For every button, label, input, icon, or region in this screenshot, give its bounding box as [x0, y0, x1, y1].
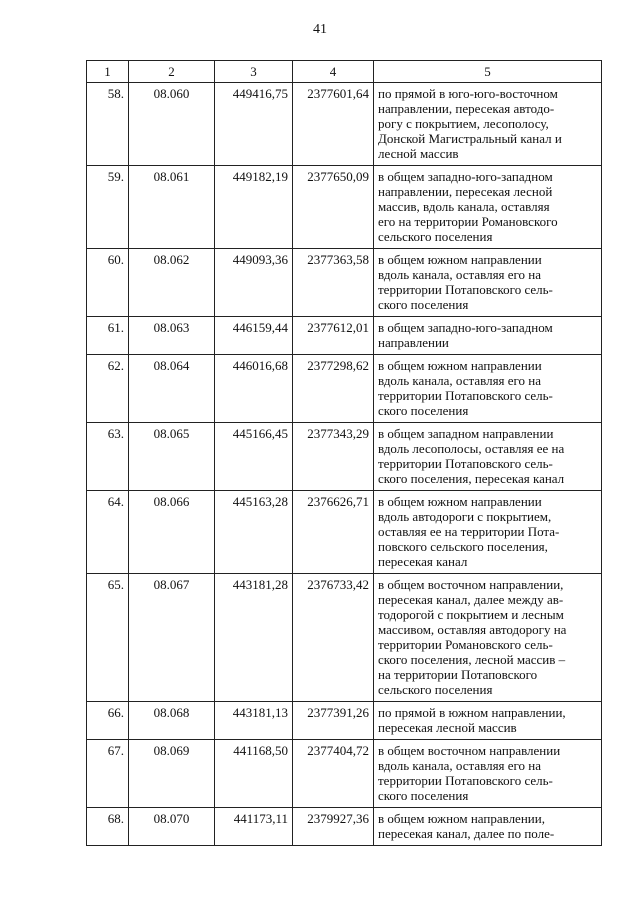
table-row: [87, 740, 602, 808]
description-line: территории Потаповского сель-: [378, 282, 553, 297]
boundary-description: [374, 83, 602, 166]
table-row: [87, 491, 602, 574]
description-line: рогу с покрытием, лесополосу,: [378, 116, 549, 131]
description-line: сельского поселения: [378, 682, 493, 697]
description-line: сельского поселения: [378, 229, 493, 244]
point-code: 08.060: [129, 83, 215, 166]
column-header-number: 1: [87, 61, 129, 83]
table-row: [87, 355, 602, 423]
row-number: 58.: [87, 83, 129, 166]
y-coordinate: 2377404,72: [293, 740, 374, 808]
point-code: 08.064: [129, 355, 215, 423]
description-line: территории Потаповского сель-: [378, 388, 553, 403]
table-row: [87, 166, 602, 249]
description-line: ского поселения, лесной массив –: [378, 652, 566, 667]
description-line: территории Романовского сель-: [378, 637, 553, 652]
description-line: ского поселения: [378, 403, 469, 418]
description-line: ского поселения, пересекая канал: [378, 471, 565, 486]
y-coordinate: 2377343,29: [293, 423, 374, 491]
boundary-description: [374, 702, 602, 740]
description-line: в общем южном направлении: [378, 358, 542, 373]
boundary-description: [374, 355, 602, 423]
description-line: по прямой в южном направлении,: [378, 705, 566, 720]
description-line: пересекая канал, далее между ав-: [378, 592, 564, 607]
description-line: территории Потаповского сель-: [378, 456, 553, 471]
page-number: 41: [313, 22, 327, 37]
description-line: ского поселения: [378, 297, 469, 312]
description-line: в общем западно-юго-западном: [378, 169, 553, 184]
row-number: 63.: [87, 423, 129, 491]
description-line: ского поселения: [378, 788, 469, 803]
x-coordinate: 449182,19: [215, 166, 293, 249]
boundary-description: [374, 249, 602, 317]
point-code: 08.062: [129, 249, 215, 317]
row-number: 65.: [87, 574, 129, 702]
column-header-y-coordinate: 4: [293, 61, 374, 83]
x-coordinate: 441173,11: [215, 808, 293, 846]
y-coordinate: 2377650,09: [293, 166, 374, 249]
description-line: в общем западно-юго-западном: [378, 320, 553, 335]
point-code: 08.061: [129, 166, 215, 249]
description-line: пересекая канал, далее по поле-: [378, 826, 555, 841]
description-line: оставляя ее на территории Пота-: [378, 524, 560, 539]
description-line: направлении, пересекая автодо-: [378, 101, 555, 116]
table-body: [87, 83, 602, 846]
boundary-description: [374, 808, 602, 846]
row-number: 61.: [87, 317, 129, 355]
table-row: [87, 317, 602, 355]
table-header-row: [87, 61, 602, 83]
boundary-description: [374, 740, 602, 808]
boundary-points-table: [86, 60, 602, 846]
x-coordinate: 441168,50: [215, 740, 293, 808]
description-line: в общем южном направлении,: [378, 811, 545, 826]
y-coordinate: 2379927,36: [293, 808, 374, 846]
y-coordinate: 2376733,42: [293, 574, 374, 702]
description-line: вдоль лесополосы, оставляя ее на: [378, 441, 565, 456]
column-header-point-code: 2: [129, 61, 215, 83]
description-line: направлении: [378, 335, 449, 350]
boundary-description: [374, 574, 602, 702]
row-number: 66.: [87, 702, 129, 740]
table-row: [87, 83, 602, 166]
description-line: вдоль канала, оставляя его на: [378, 267, 542, 282]
y-coordinate: 2377363,58: [293, 249, 374, 317]
row-number: 67.: [87, 740, 129, 808]
table-row: [87, 808, 602, 846]
description-line: вдоль канала, оставляя его на: [378, 373, 542, 388]
description-line: по прямой в юго-юго-восточном: [378, 86, 558, 101]
y-coordinate: 2377612,01: [293, 317, 374, 355]
y-coordinate: 2377298,62: [293, 355, 374, 423]
x-coordinate: 449093,36: [215, 249, 293, 317]
description-line: пересекая лесной массив: [378, 720, 517, 735]
description-line: вдоль канала, оставляя его на: [378, 758, 542, 773]
description-line: Донской Магистральный канал и: [378, 131, 562, 146]
boundary-description: [374, 166, 602, 249]
description-line: пересекая канал: [378, 554, 468, 569]
point-code: 08.070: [129, 808, 215, 846]
point-code: 08.067: [129, 574, 215, 702]
description-line: в общем восточном направлении: [378, 743, 561, 758]
point-code: 08.063: [129, 317, 215, 355]
boundary-description: [374, 423, 602, 491]
description-line: вдоль автодороги с покрытием,: [378, 509, 552, 524]
description-line: повского сельского поселения,: [378, 539, 548, 554]
row-number: 60.: [87, 249, 129, 317]
y-coordinate: 2377391,26: [293, 702, 374, 740]
description-line: в общем южном направлении: [378, 494, 542, 509]
x-coordinate: 446016,68: [215, 355, 293, 423]
y-coordinate: 2377601,64: [293, 83, 374, 166]
x-coordinate: 443181,28: [215, 574, 293, 702]
point-code: 08.068: [129, 702, 215, 740]
description-line: массив, вдоль канала, оставляя: [378, 199, 550, 214]
x-coordinate: 446159,44: [215, 317, 293, 355]
description-line: в общем южном направлении: [378, 252, 542, 267]
column-header-description: 5: [374, 61, 602, 83]
column-header-x-coordinate: 3: [215, 61, 293, 83]
point-code: 08.069: [129, 740, 215, 808]
boundary-description: [374, 491, 602, 574]
point-code: 08.065: [129, 423, 215, 491]
table-row: [87, 423, 602, 491]
table-row: [87, 249, 602, 317]
x-coordinate: 443181,13: [215, 702, 293, 740]
description-line: в общем западном направлении: [378, 426, 554, 441]
x-coordinate: 449416,75: [215, 83, 293, 166]
row-number: 59.: [87, 166, 129, 249]
description-line: тодорогой с покрытием и лесным: [378, 607, 564, 622]
description-line: направлении, пересекая лесной: [378, 184, 553, 199]
description-line: территории Потаповского сель-: [378, 773, 553, 788]
y-coordinate: 2376626,71: [293, 491, 374, 574]
description-line: в общем восточном направлении,: [378, 577, 564, 592]
row-number: 68.: [87, 808, 129, 846]
x-coordinate: 445166,45: [215, 423, 293, 491]
row-number: 62.: [87, 355, 129, 423]
description-line: на территории Потаповского: [378, 667, 538, 682]
description-line: его на территории Романовского: [378, 214, 558, 229]
table-row: [87, 574, 602, 702]
description-line: массивом, оставляя автодорогу на: [378, 622, 567, 637]
description-line: лесной массив: [378, 146, 459, 161]
table-row: [87, 702, 602, 740]
point-code: 08.066: [129, 491, 215, 574]
row-number: 64.: [87, 491, 129, 574]
boundary-description: [374, 317, 602, 355]
x-coordinate: 445163,28: [215, 491, 293, 574]
